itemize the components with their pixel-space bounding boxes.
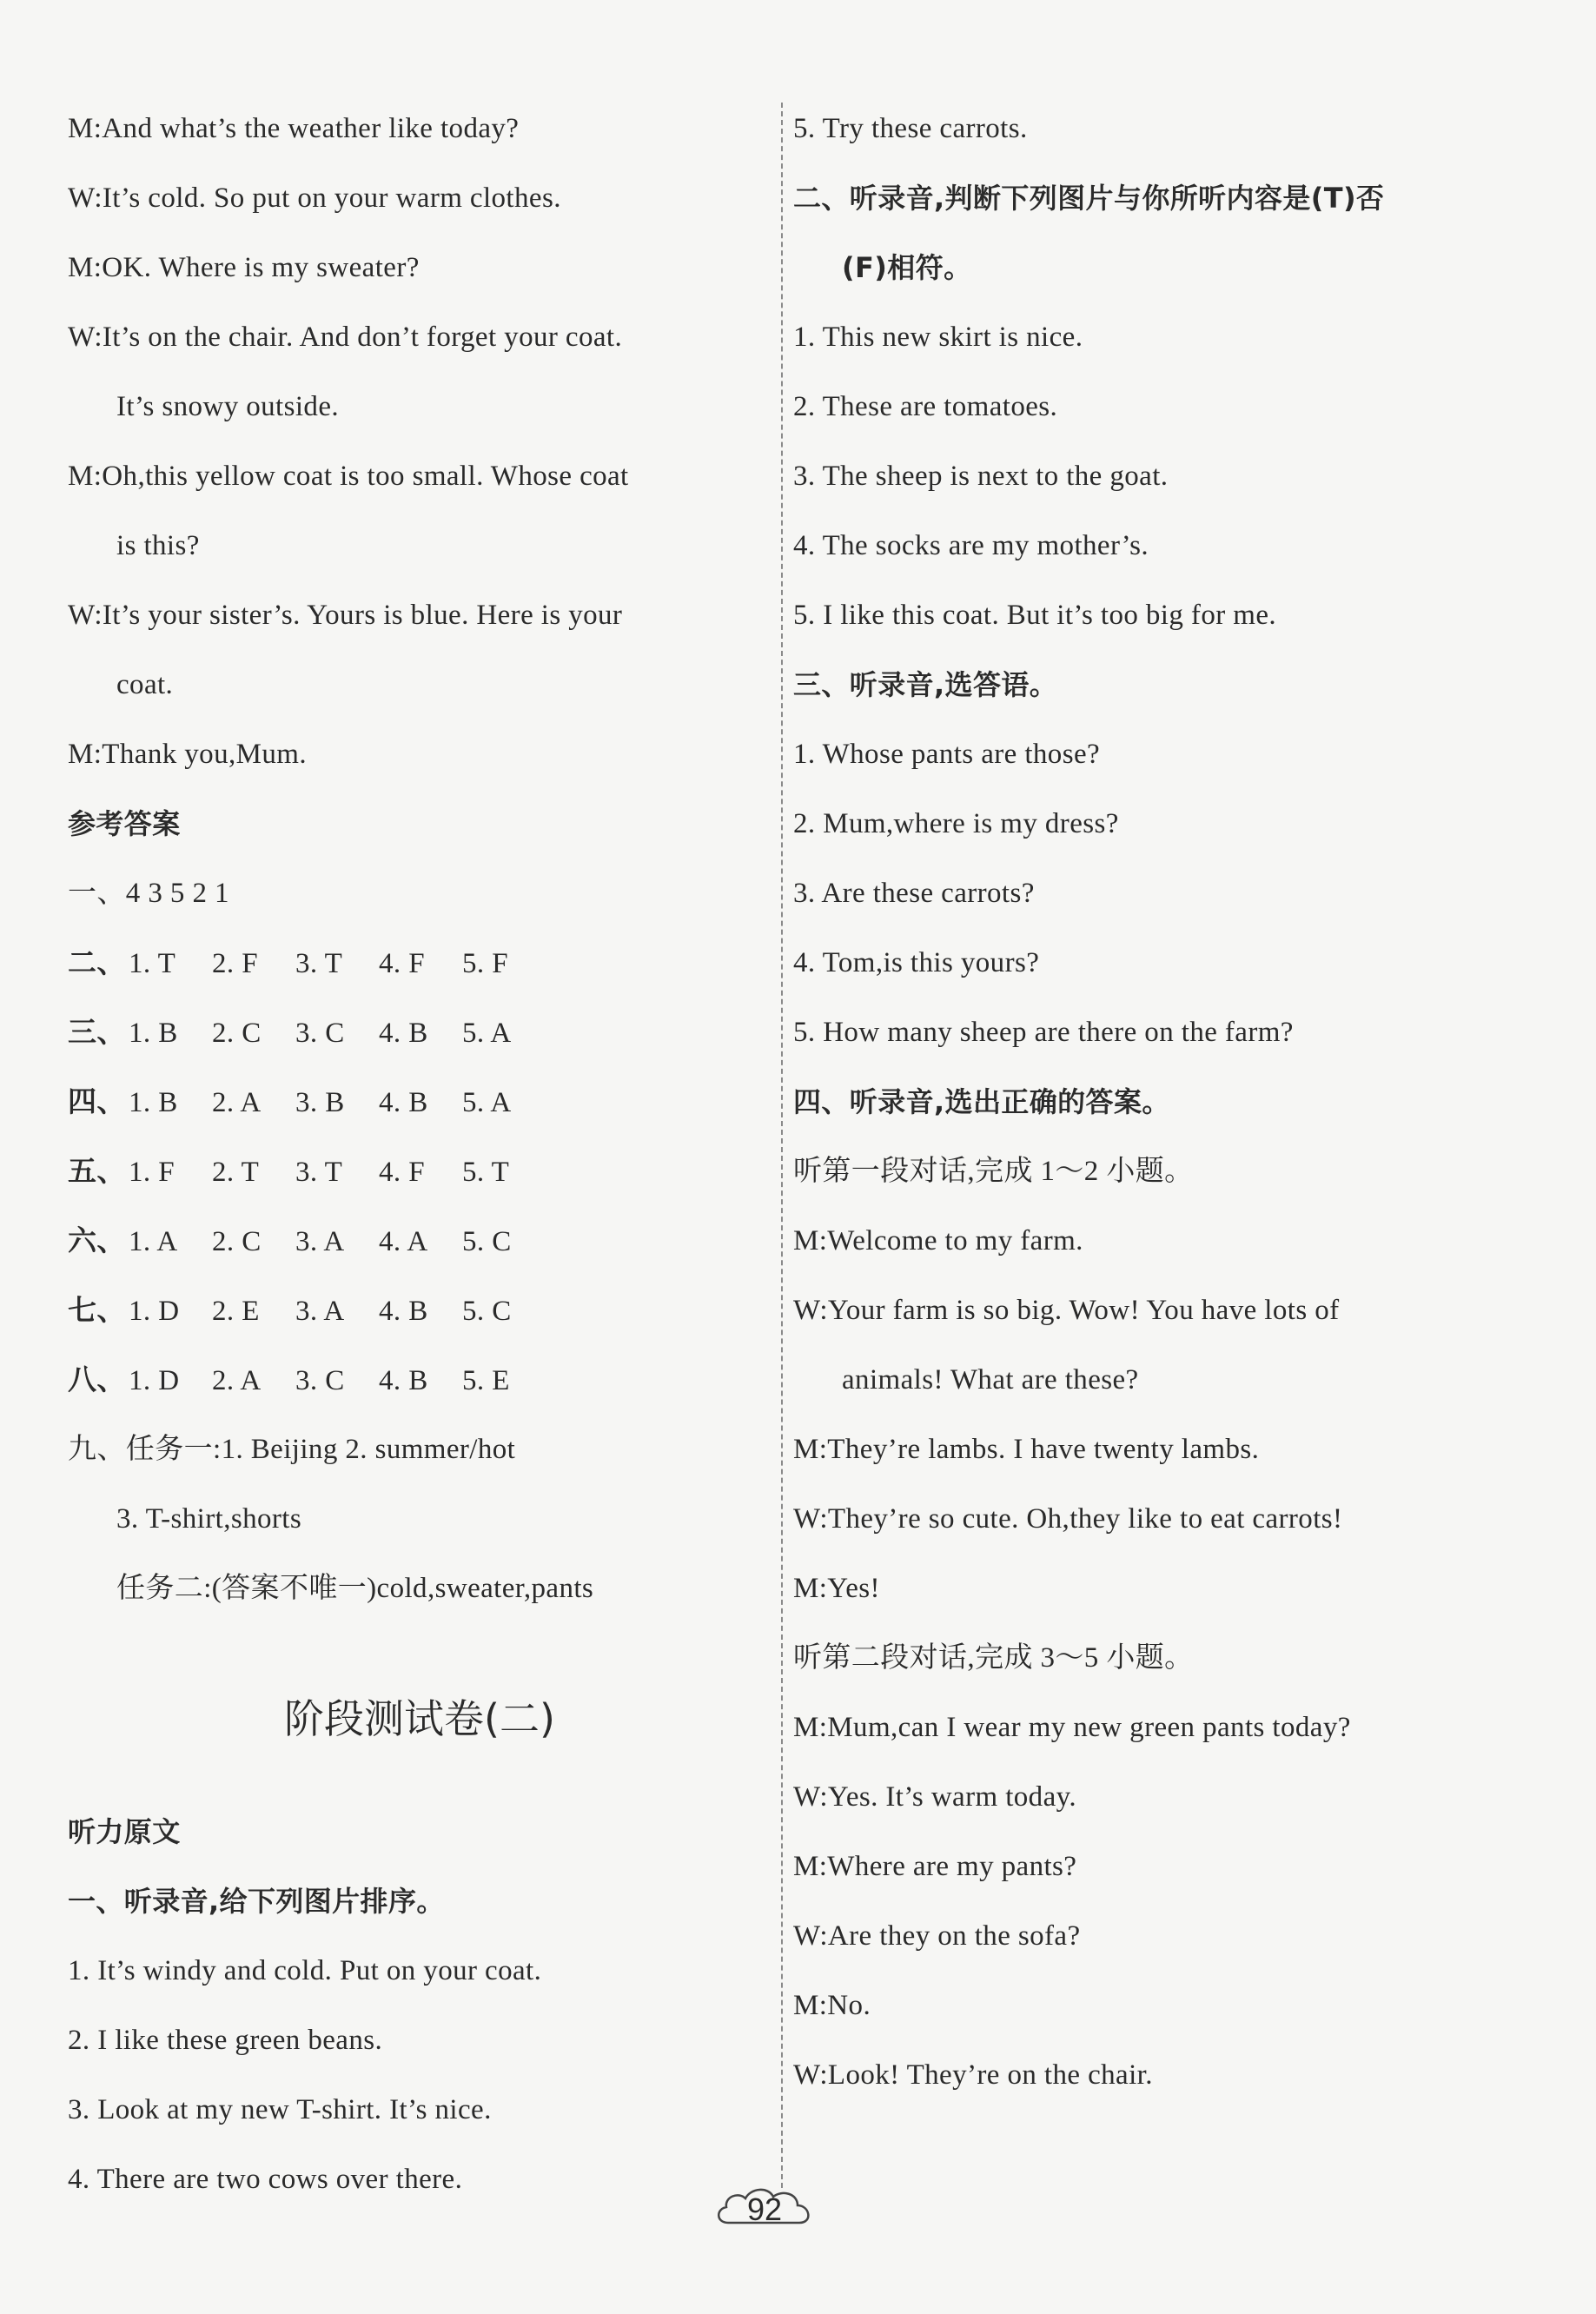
section-label: 六、 [68,1223,126,1257]
section-label: 八、 [68,1363,126,1396]
right-column [793,103,1514,2118]
answer-row-9-line3: 任务二:(答案不唯一)cold,sweater,pants [116,1573,594,1604]
answer-row-4 [68,1076,772,1145]
answer-item: 1. B [129,1087,178,1118]
dialog2-line: M:Where are my pants? [793,1851,1077,1882]
dialogue-line: It’s snowy outside. [116,391,340,422]
dialogue-line: M:And what’s the weather like today? [68,113,520,144]
answer-item: 5. C [462,1226,512,1257]
answer-item: 3. C [295,1365,345,1396]
answer-item: 2. C [212,1018,262,1049]
part3-item: 3. Are these carrots? [793,878,1035,909]
answer-item: 3. B [295,1087,345,1118]
part2-item: 3. The sheep is next to the goat. [793,461,1169,492]
answer-item: 3. C [295,1018,345,1049]
section-label: 二、 [68,945,126,979]
answer-item: 4. F [379,948,425,979]
answer-item: 5. C [462,1296,512,1327]
answer-item: 4. B [379,1296,428,1327]
answer-item: 2. A [212,1365,262,1396]
answer-item: 5. E [462,1365,510,1396]
page-number [712,2183,817,2237]
dialog2-intro: 听第二段对话,完成 3～5 小题。 [793,1642,1194,1674]
answer-item: 3. A [295,1226,345,1257]
part2-item: 1. This new skirt is nice. [793,322,1083,353]
part1-item: 1. It’s windy and cold. Put on your coat. [68,1955,542,1986]
answer-row-3 [68,1006,772,1076]
dialogue-line: W:It’s your sister’s. Yours is blue. Here is your [68,600,623,631]
section-title: 阶段测试卷(二) [284,1695,555,1742]
part1-item: 3. Look at my new T-shirt. It’s nice. [68,2094,492,2125]
answer-row-7 [68,1284,772,1354]
answer-item: 4. F [379,1157,425,1188]
part2-item: 2. These are tomatoes. [793,391,1058,422]
part1-item: 2. I like these green beans. [68,2025,383,2056]
answer-item: 1. D [129,1296,180,1327]
part2-heading-cont: (F)相符。 [842,251,972,284]
part1-item: 5. Try these carrots. [793,113,1028,144]
dialog2-line: W:Are they on the sofa? [793,1920,1081,1952]
answer-item: 4. B [379,1018,428,1049]
answer-item: 2. A [212,1087,262,1118]
dialog1-intro: 听第一段对话,完成 1～2 小题。 [793,1156,1194,1187]
answer-item: 1. A [129,1226,178,1257]
dialogue-line: W:It’s cold. So put on your warm clothes. [68,182,561,214]
answer-item: 3. A [295,1296,345,1327]
part2-item: 4. The socks are my mother’s. [793,530,1149,561]
section-label: 三、 [68,1015,126,1049]
left-column [68,103,772,2223]
answer-item: 2. E [212,1296,260,1327]
dialog2-line: M:Mum,can I wear my new green pants today? [793,1712,1351,1743]
section-label: 七、 [68,1293,126,1327]
dialog1-line: W:They’re so cute. Oh,they like to eat carrots! [793,1503,1343,1535]
part3-item: 5. How many sheep are there on the farm? [793,1017,1294,1048]
answer-row-5 [68,1145,772,1215]
part4-heading: 四、听录音,选出正确的答案。 [793,1085,1170,1118]
dialog2-line: W:Look! They’re on the chair. [793,2059,1153,2091]
part3-heading: 三、听录音,选答语。 [793,668,1058,701]
part2-heading: 二、听录音,判断下列图片与你所听内容是(T)否 [793,182,1385,215]
dialogue-line: M:OK. Where is my sweater? [68,252,420,283]
dialogue-line: W:It’s on the chair. And don’t forget your coat. [68,322,623,353]
dialog2-line: M:No. [793,1990,871,2021]
dialog1-line: M:They’re lambs. I have twenty lambs. [793,1434,1260,1465]
dialogue-line: coat. [116,669,174,700]
answer-item: 2. F [212,948,258,979]
answer-item: 2. C [212,1226,262,1257]
answer-row-9: 九、任务一:1. Beijing 2. summer/hot [68,1434,516,1465]
answer-item: 1. F [129,1157,175,1188]
answer-item: 1. B [129,1018,178,1049]
answer-item: 4. B [379,1087,428,1118]
answer-item: 1. D [129,1365,180,1396]
answer-item: 5. F [462,948,508,979]
answer-row-8 [68,1354,772,1423]
part3-item: 4. Tom,is this yours? [793,947,1040,978]
page-number-text: 92 [746,2191,783,2227]
part1-item: 4. There are two cows over there. [68,2164,463,2195]
answer-item: 4. A [379,1226,428,1257]
answer-item: 5. T [462,1157,510,1188]
part2-item: 5. I like this coat. But it’s too big for me. [793,600,1277,631]
dialog1-line: M:Welcome to my farm. [793,1225,1083,1256]
answers-heading: 参考答案 [68,807,181,840]
dialogue-line: M:Thank you,Mum. [68,739,307,770]
dialog1-line: animals! What are these? [842,1364,1139,1396]
section-label: 五、 [68,1154,126,1188]
answer-row-6 [68,1215,772,1284]
dialog2-line: W:Yes. It’s warm today. [793,1781,1077,1813]
dialogue-line: M:Oh,this yellow coat is too small. Whose coat [68,461,629,492]
answer-row-1: 一、4 3 5 2 1 [68,878,229,909]
answer-item: 5. A [462,1087,512,1118]
part3-item: 1. Whose pants are those? [793,739,1101,770]
answer-item: 3. T [295,1157,343,1188]
column-divider [781,103,783,2188]
answer-row-2 [68,937,772,1006]
answer-item: 3. T [295,948,343,979]
answer-item: 1. T [129,948,176,979]
answer-row-9-line2: 3. T-shirt,shorts [116,1503,302,1535]
dialogue-line: is this? [116,530,200,561]
dialog1-line: M:Yes! [793,1573,880,1604]
section-label: 四、 [68,1084,126,1118]
listening-heading: 听力原文 [68,1815,181,1848]
part1-heading: 一、听录音,给下列图片排序。 [68,1885,445,1918]
answer-item: 4. B [379,1365,428,1396]
part3-item: 2. Mum,where is my dress? [793,808,1119,839]
answer-item: 2. T [212,1157,260,1188]
answer-item: 5. A [462,1018,512,1049]
dialog1-line: W:Your farm is so big. Wow! You have lots of [793,1295,1340,1326]
